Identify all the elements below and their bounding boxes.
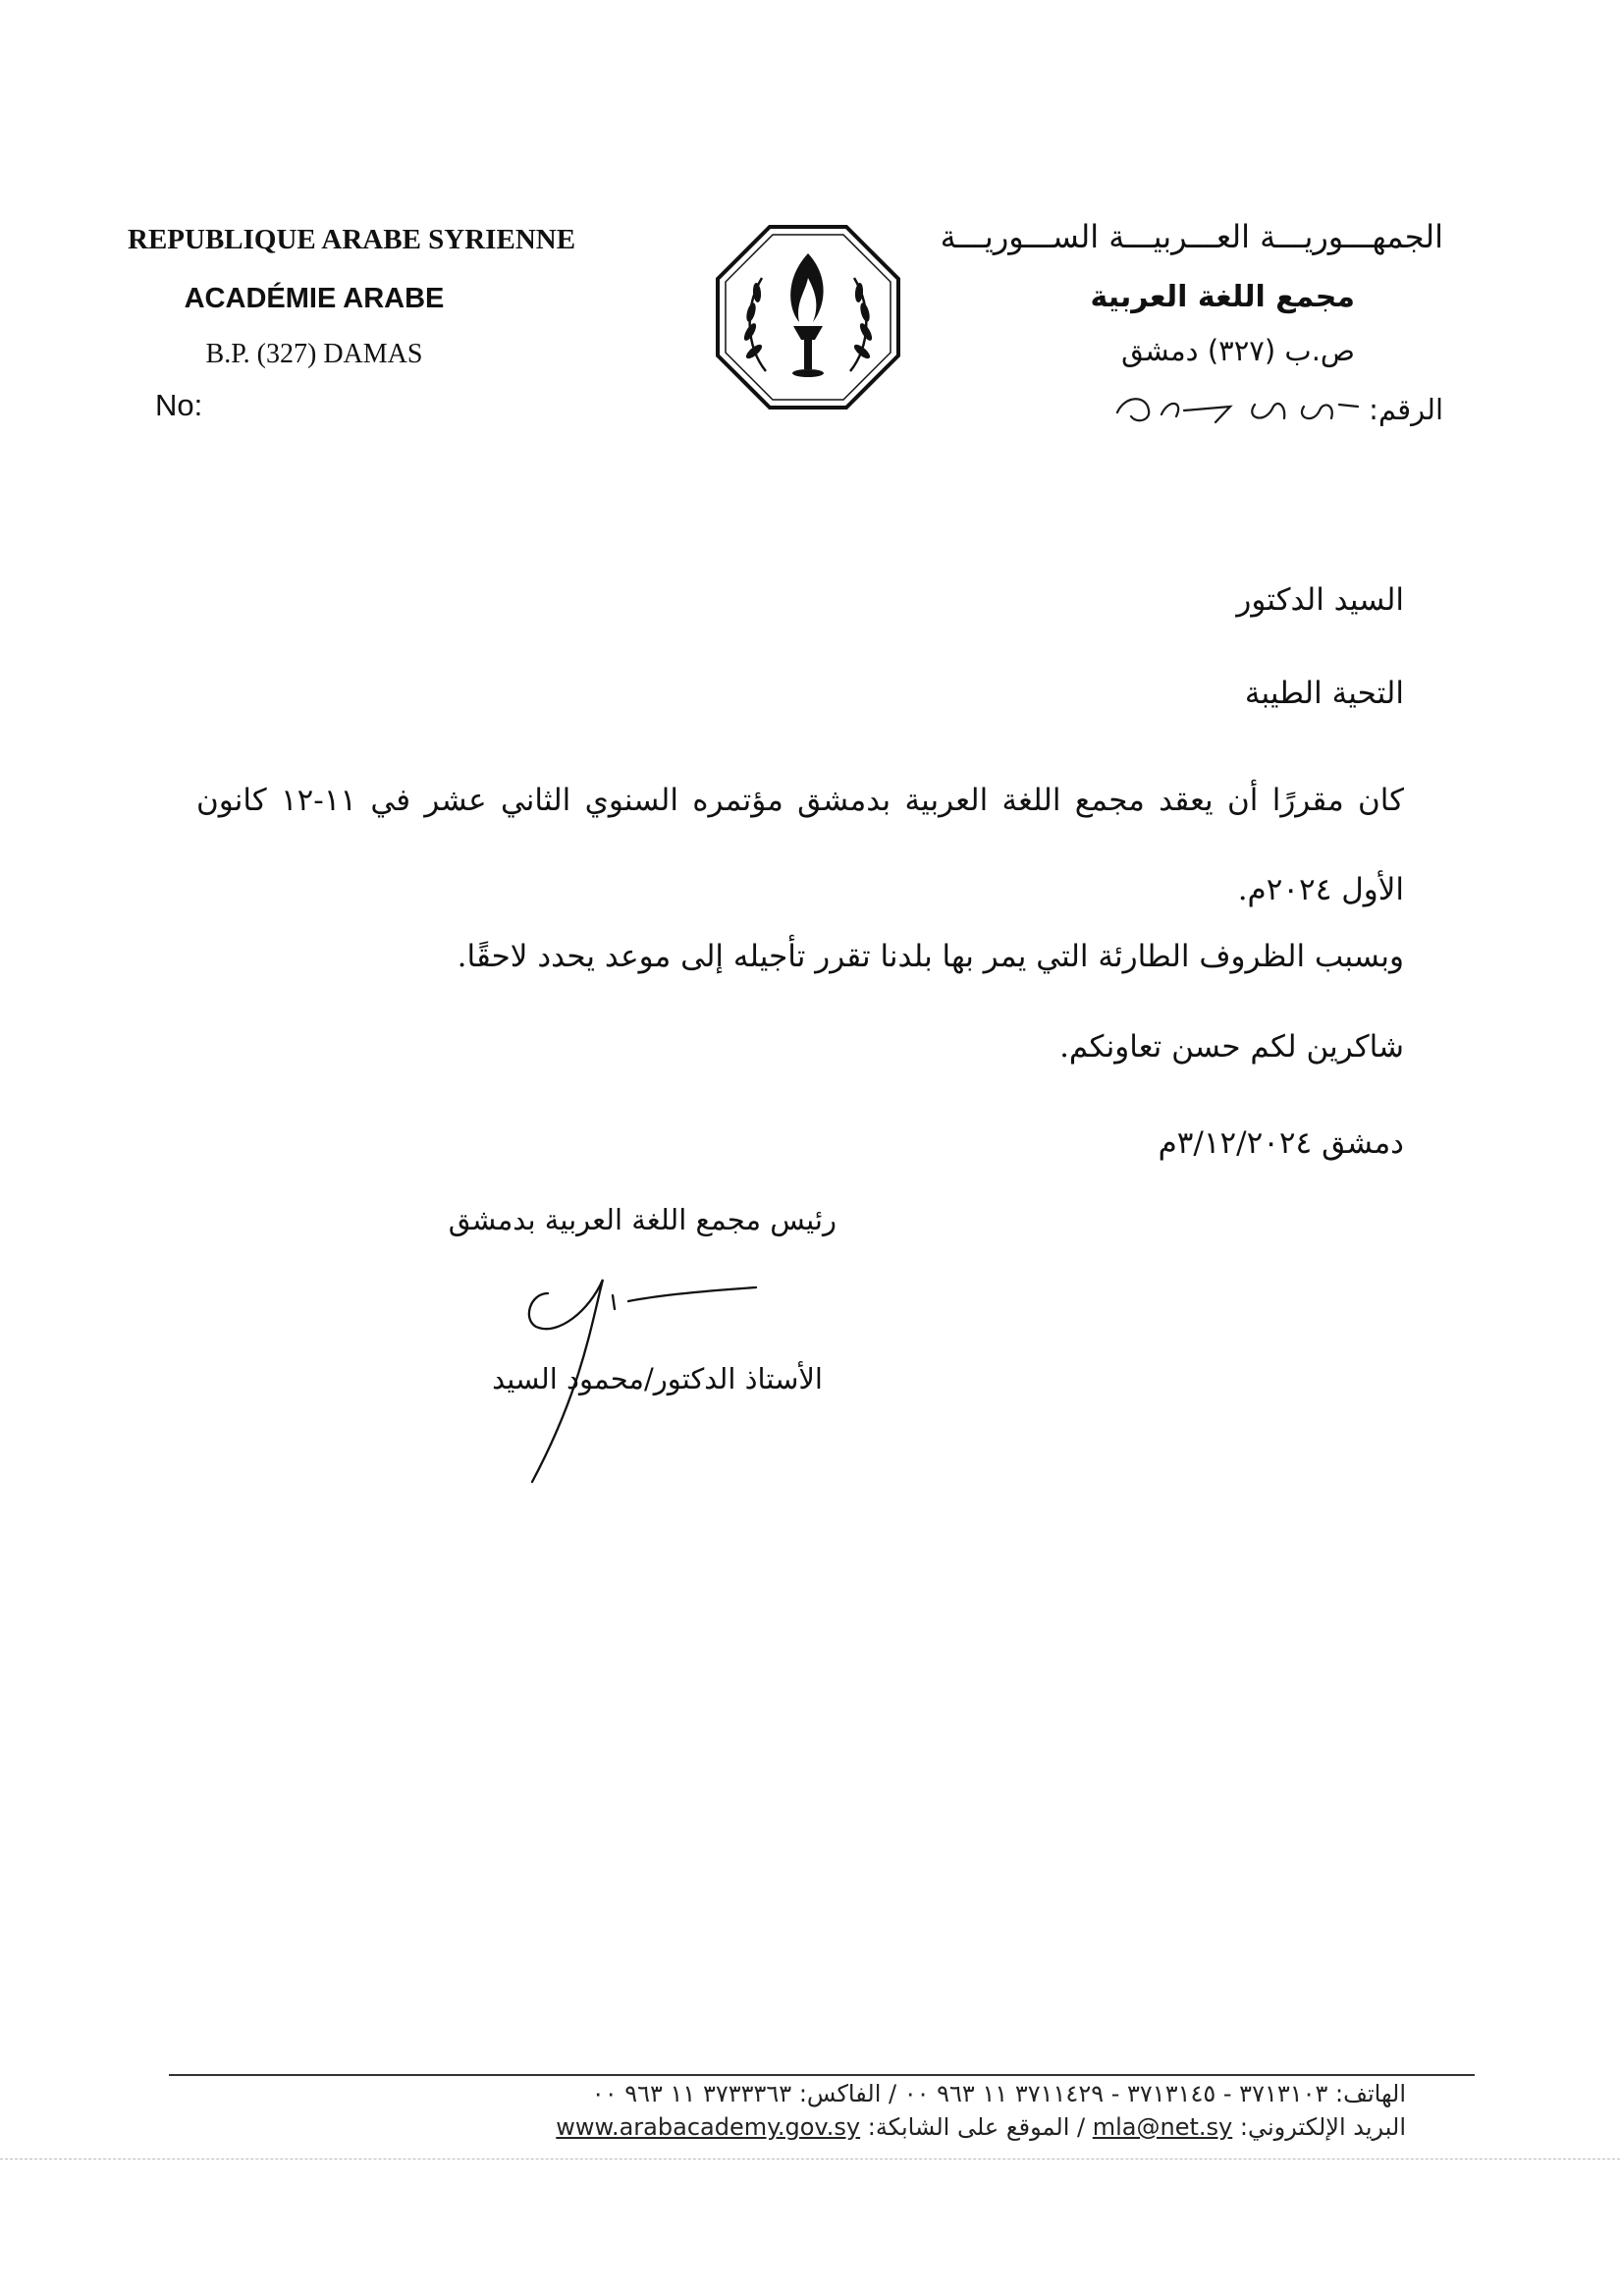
body-paragraph-postponement: وبسبب الظروف الطارئة التي يمر بها بلدنا تقرر تأجيله إلى موعد يحدد لاحقًا.	[457, 939, 1404, 974]
body-paragraph-conference: كان مقررًا أن يعقد مجمع اللغة العربية بدمشق مؤتمره السنوي الثاني عشر في ١١-١٢ كانون الأول ٢٠٢٤م.	[196, 783, 1404, 908]
header-arabic-country: الجمهـــوريـــة العـــربيـــة الســـوريـــة	[940, 218, 1443, 255]
signatory-title: رئيس مجمع اللغة العربية بدمشق	[448, 1203, 837, 1236]
reference-number-label-fr: No:	[155, 388, 203, 422]
header-french-academy: ACADÉMIE ARABE	[184, 283, 445, 314]
greeting: التحية الطيبة	[1244, 676, 1404, 711]
signatory-name: الأستاذ الدكتور/محمود السيد	[492, 1362, 823, 1395]
letter-date: دمشق ٣/١٢/٢٠٢٤م	[1158, 1125, 1404, 1161]
academy-emblem-icon	[715, 224, 901, 410]
website-link[interactable]: www.arabacademy.gov.sy	[556, 2113, 861, 2141]
header-arabic-address: ص.ب (٣٢٧) دمشق	[1121, 334, 1355, 367]
footer-contact-web	[556, 2113, 1406, 2141]
salutation: السيد الدكتور	[1236, 582, 1404, 618]
footer-divider	[169, 2074, 1475, 2076]
header-arabic-academy: مجمع اللغة العربية	[1090, 280, 1355, 314]
handwritten-reference-number-icon	[1107, 385, 1368, 434]
header-french-address: B.P. (327) DAMAS	[205, 339, 423, 369]
closing-thanks: شاكرين لكم حسن تعاونكم.	[1059, 1029, 1404, 1065]
email-label: البريد الإلكتروني:	[1239, 2113, 1406, 2141]
reference-number-label-ar: الرقم:	[1369, 393, 1443, 426]
footer-contact-phones: الهاتف: ٣٧١٣١٠٣ - ٣٧١٣١٤٥ - ٣٧١١٤٢٩ ١١ ٩٦٣ ٠٠ / الفاكس: ٣٧٣٣٣٦٣ ١١ ٩٦٣ ٠٠	[591, 2080, 1406, 2107]
website-label: / الموقع على الشابكة:	[867, 2113, 1086, 2141]
header-french-country: REPUBLIQUE ARABE SYRIENNE	[128, 224, 576, 255]
email-link[interactable]: mla@net.sy	[1092, 2113, 1233, 2141]
